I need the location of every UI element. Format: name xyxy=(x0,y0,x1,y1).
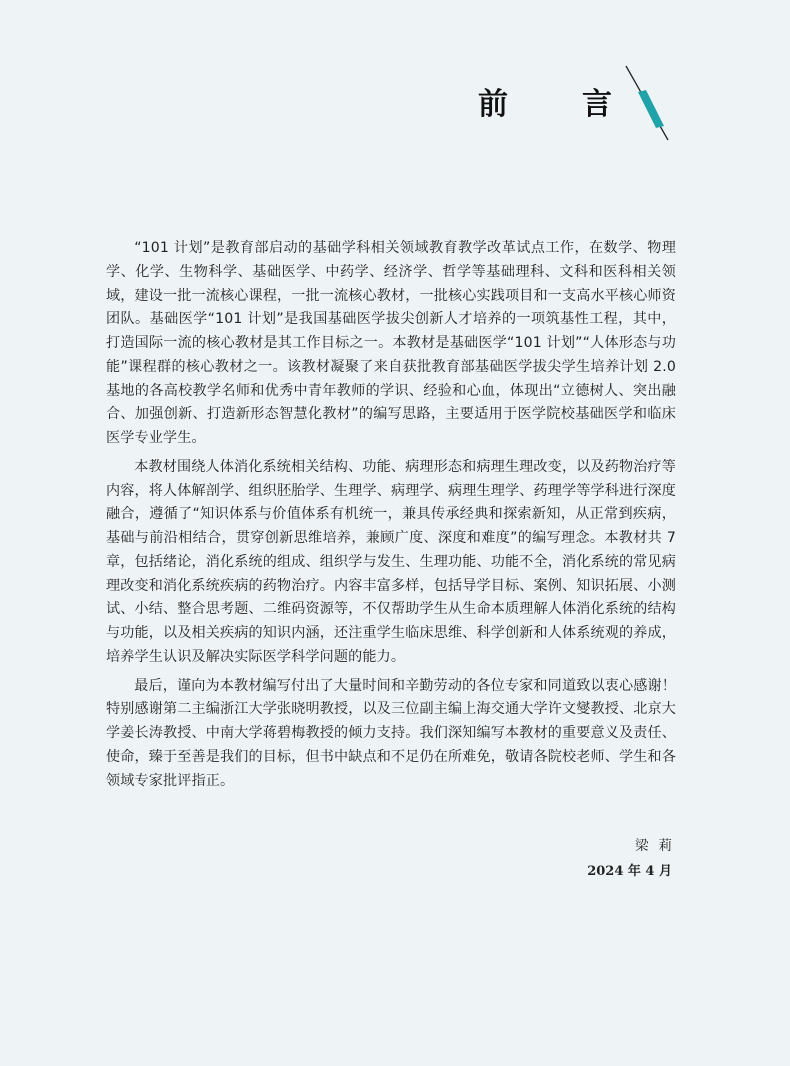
preface-body xyxy=(106,237,676,798)
diagonal-slash-decoration-icon xyxy=(618,62,676,146)
author-name: 梁莉 xyxy=(635,838,682,854)
title-char-1: 前 xyxy=(478,87,508,122)
signature-date: 2024 年 4 月 xyxy=(587,864,672,879)
decor-teal-bar xyxy=(638,90,664,128)
page-title xyxy=(478,82,613,128)
paragraph-1: “101 计划”是教育部启动的基础学科相关领域教育教学改革试点工作，在数学、物理学、化学、生物科学、基础医学、中药学、经济学、哲学等基础理科、文科和医科相关领域，建设一批一流核心课程，一批一流核心教材，一批核心实践项目和一支高水平核心师资团队。基础医学“101 计划”是我国基础医学拔尖创新人才培养的一项筑基性工程，其中，打造国际一流的核心教材是其工作目标之一。本教材是基础医学“101 计划”“人体形态与功能”课程群的核心教材之一。该教材凝聚了来自获批教育部基础医学拔尖学生培养计划 2.0 基地的各高校教学名师和优秀中青年教师的学识、经验和心血，体现出“立德树人、突出融合、加强创新、打造新形态智慧化教材”的编写思路，主要适用于医学院校基础医学和临床医学专业学生。 xyxy=(106,240,676,446)
paragraph-3: 最后，谨向为本教材编写付出了大量时间和辛勤劳动的各位专家和同道致以衷心感谢！特别感谢第二主编浙江大学张晓明教授，以及三位副主编上海交通大学许文燮教授、北京大学姜长涛教授、中南大学蒋碧梅教授的倾力支持。我们深知编写本教材的重要意义及责任、使命，臻于至善是我们的目标，但书中缺点和不足仍在所难免，敬请各院校老师、学生和各领域专家批评指正。 xyxy=(106,677,676,789)
paragraph-2: 本教材围绕人体消化系统相关结构、功能、病理形态和病理生理改变，以及药物治疗等内容，将人体解剖学、组织胚胎学、生理学、病理学、病理生理学、药理学等学科进行深度融合，遵循了“知识体系与价值体系有机统一，兼具传承经典和探索新知，从正常到疾病，基础与前沿相结合，贯穿创新思维培养，兼顾广度、深度和难度”的编写理念。本教材共 7 章，包括绪论，消化系统的组成、组织学与发生、生理功能、功能不全，消化系统的常见病理改变和消化系统疾病的药物治疗。内容丰富多样，包括导学目标、案例、知识拓展、小测试、小结、整合思考题、二维码资源等，不仅帮助学生从生命本质理解人体消化系统的结构与功能，以及相关疾病的知识内涵，还注重学生临床思维、科学创新和人体系统观的养成，培养学生认识及解决实际医学科学问题的能力。 xyxy=(106,458,676,665)
signature-block xyxy=(587,833,682,885)
title-char-2: 言 xyxy=(582,87,612,122)
